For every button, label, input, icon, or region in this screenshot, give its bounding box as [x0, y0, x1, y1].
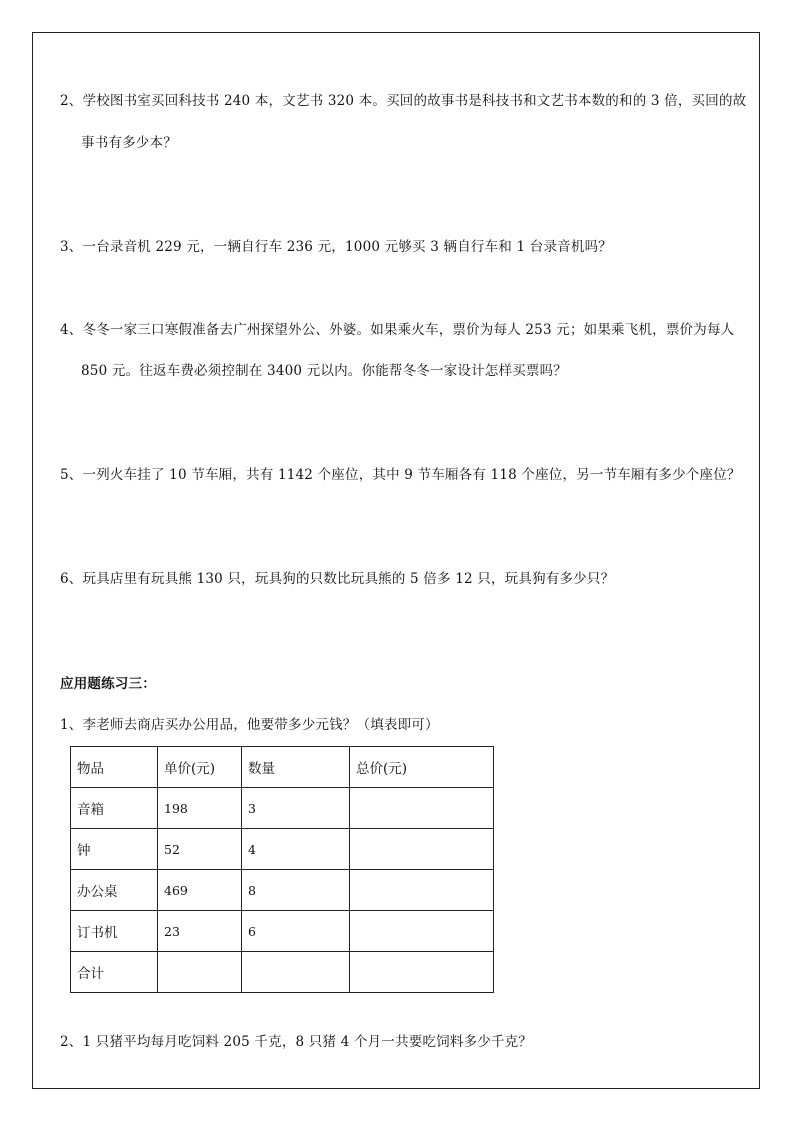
unit-price-cell: 52 [158, 829, 242, 870]
table-header-row [71, 747, 494, 788]
total-price-cell[interactable] [350, 788, 494, 829]
quantity-cell: 3 [242, 788, 350, 829]
header-total-price: 总价(元) [350, 747, 494, 788]
unit-price-cell: 469 [158, 870, 242, 911]
quantity-cell: 6 [242, 911, 350, 952]
table-row [71, 829, 494, 870]
question-2-line-2: 事书有多少本？ [81, 135, 177, 151]
section3-question-2: 2、1 只猪平均每月吃饲料 205 千克，8 只猪 4 个月一共要吃饲料多少千克？ [60, 1034, 533, 1050]
table-row [71, 911, 494, 952]
grand-total-cell[interactable] [350, 952, 494, 993]
total-price-cell[interactable] [350, 829, 494, 870]
question-4-line-2: 850 元。往返车费必须控制在 3400 元以内。你能帮冬冬一家设计怎样买票吗？ [81, 363, 567, 379]
header-quantity: 数量 [242, 747, 350, 788]
item-cell: 办公桌 [71, 870, 158, 911]
section3-question-1: 1、李老师去商店买办公用品，他要带多少元钱？（填表即可） [60, 717, 439, 733]
table-row [71, 870, 494, 911]
question-3: 3、一台录音机 229 元，一辆自行车 236 元，1000 元够买 3 辆自行车和 1 台录音机吗？ [60, 239, 612, 255]
total-quantity-cell[interactable] [242, 952, 350, 993]
header-unit-price: 单价(元) [158, 747, 242, 788]
item-cell: 钟 [71, 829, 158, 870]
total-price-cell[interactable] [350, 911, 494, 952]
header-item: 物品 [71, 747, 158, 788]
section-title: 应用题练习三： [60, 676, 156, 692]
total-label-cell: 合计 [71, 952, 158, 993]
table-row [71, 788, 494, 829]
quantity-cell: 4 [242, 829, 350, 870]
question-6: 6、玩具店里有玩具熊 130 只，玩具狗的只数比玩具熊的 5 倍多 12 只，玩具狗有多少只？ [60, 571, 615, 587]
question-2-line-1: 2、学校图书室买回科技书 240 本，文艺书 320 本。买回的故事书是科技书和文艺书本数的和的 3 倍，买回的故 [60, 93, 747, 109]
price-table [70, 746, 494, 993]
item-cell: 音箱 [71, 788, 158, 829]
quantity-cell: 8 [242, 870, 350, 911]
question-5: 5、一列火车挂了 10 节车厢，共有 1142 个座位，其中 9 节车厢各有 118 个座位，另一节车厢有多少个座位？ [60, 467, 741, 483]
item-cell: 订书机 [71, 911, 158, 952]
question-4-line-1: 4、冬冬一家三口寒假准备去广州探望外公、外婆。如果乘火车，票价为每人 253 元；如果乘飞机，票价为每人 [60, 322, 735, 338]
table-total-row [71, 952, 494, 993]
total-unit-price-cell[interactable] [158, 952, 242, 993]
total-price-cell[interactable] [350, 870, 494, 911]
unit-price-cell: 23 [158, 911, 242, 952]
unit-price-cell: 198 [158, 788, 242, 829]
